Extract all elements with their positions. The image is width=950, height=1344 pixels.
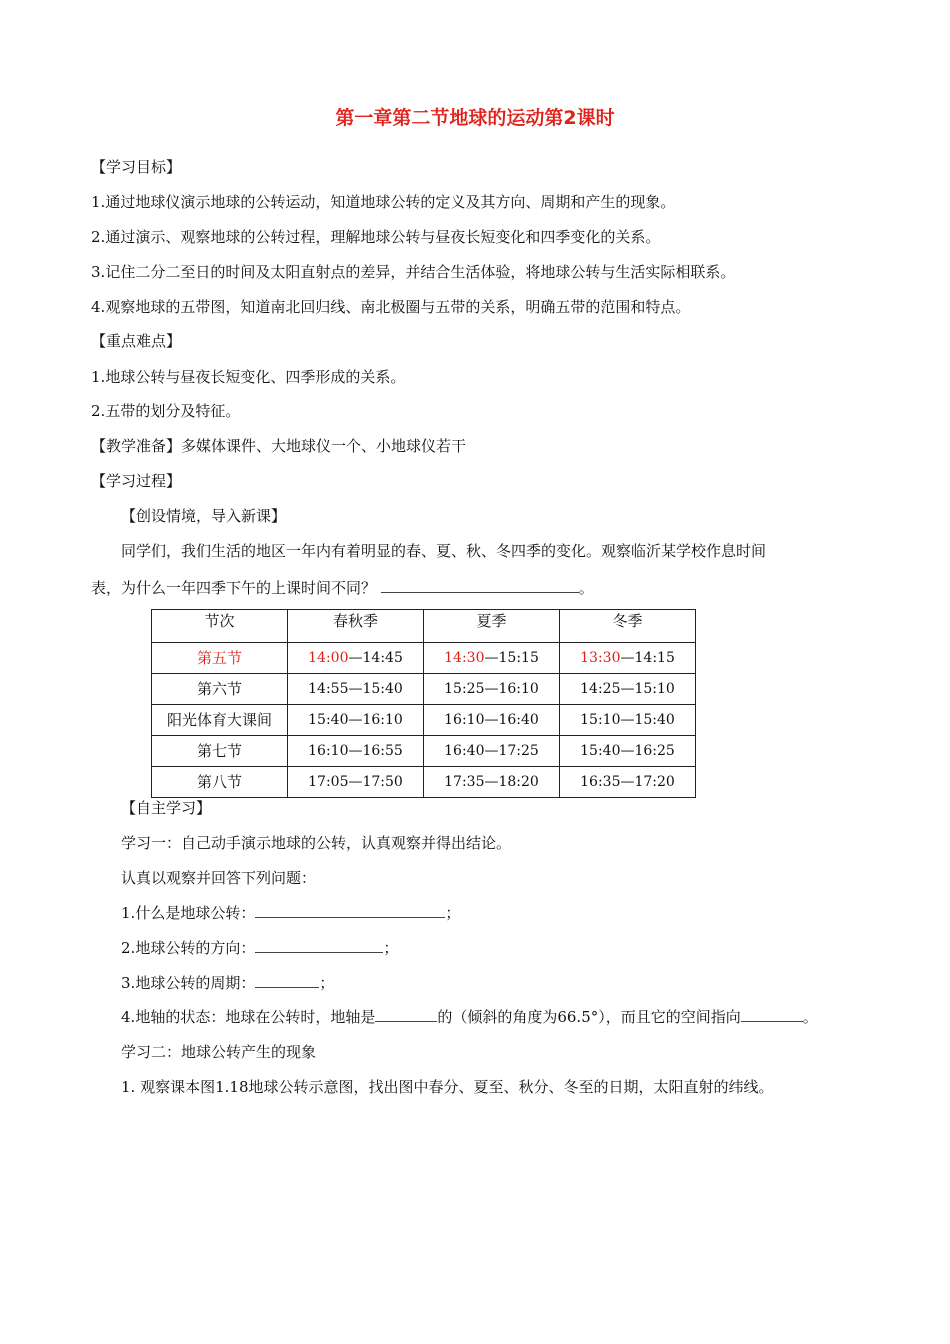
answer-blank[interactable] (375, 1007, 437, 1022)
table-header-row (152, 610, 696, 643)
end-time: —14:45 (348, 650, 403, 666)
table-header-cell: 春秋季 (288, 610, 424, 643)
answer-blank[interactable] (741, 1007, 803, 1022)
objective-text: 通过地球仪演示地球的公转运动，知道地球公转的定义及其方向、周期和产生的现象。 (105, 193, 676, 211)
question-number: 2. (121, 939, 136, 957)
time-cell: 15:10—15:40 (560, 705, 696, 736)
start-time: 14:00 (308, 650, 349, 666)
objective-item (91, 192, 675, 212)
question-text: 观察课本图 (140, 1078, 216, 1096)
intro-question: 表，为什么一年四季下午的上课时间不同？ (91, 579, 377, 597)
question-text: 的（倾斜的角度为 (437, 1008, 558, 1026)
time-cell: 14:55—15:40 (288, 674, 424, 705)
intro-end: 。 (578, 579, 594, 597)
question-number: 1. (121, 1078, 136, 1096)
question-3 (121, 973, 334, 993)
question-text: ），而且它的空间指向 (598, 1008, 741, 1026)
table-row (152, 767, 696, 798)
time-cell: 17:35—18:20 (424, 767, 560, 798)
period-name: 第八节 (152, 767, 288, 798)
process-heading: 【学习过程】 (91, 472, 182, 490)
study-two-text: 学习二：地球公转产生的现象 (121, 1043, 317, 1061)
objectives-heading: 【学习目标】 (91, 158, 182, 176)
objective-number: 2. (91, 228, 106, 246)
page-title: 第一章第二节地球的运动第2课时 (335, 107, 615, 129)
table-row (152, 736, 696, 767)
start-time: 14:30 (444, 650, 485, 666)
key-point-item (91, 401, 240, 421)
intro-paragraph-line2 (91, 578, 594, 598)
objective-item (91, 262, 735, 282)
period-name: 第六节 (152, 674, 288, 705)
question-end: ； (383, 939, 399, 957)
self-study-heading: 【自主学习】 (121, 799, 212, 817)
end-time: —14:15 (620, 650, 675, 666)
question-end: ； (319, 974, 335, 992)
question-number: 3. (121, 974, 136, 992)
question-text: 地球公转的周期： (135, 974, 256, 992)
answer-blank[interactable] (381, 578, 579, 593)
period-name: 阳光体育大课间 (152, 705, 288, 736)
start-time: 13:30 (580, 650, 621, 666)
question-text: 地球公转示意图，找出图中春分、夏至、秋分、冬至的日期，太阳直射的纬线。 (248, 1078, 774, 1096)
tilt-angle: 66.5° (557, 1008, 599, 1026)
time-cell: 14:25—15:10 (560, 674, 696, 705)
key-point-number: 1. (91, 368, 106, 386)
time-cell: 16:10—16:40 (424, 705, 560, 736)
question-1 (121, 903, 460, 923)
answer-blank[interactable] (255, 973, 319, 988)
question-number: 4. (121, 1008, 136, 1026)
key-point-item (91, 367, 405, 387)
intro-paragraph-line1: 同学们，我们生活的地区一年内有着明显的春、夏、秋、冬四季的变化。观察临沂某学校作息时间 (121, 542, 767, 560)
table-header-cell: 节次 (152, 610, 288, 643)
time-cell: 17:05—17:50 (288, 767, 424, 798)
time-cell: 16:35—17:20 (560, 767, 696, 798)
time-cell: 15:40—16:10 (288, 705, 424, 736)
study-prompt: 认真以观察并回答下列问题： (121, 869, 317, 887)
period-name: 第五节 (152, 643, 288, 674)
objective-text: 观察地球的五带图，知道南北回归线、南北极圈与五带的关系，明确五带的范围和特点。 (105, 298, 691, 316)
key-point-text: 地球公转与昼夜长短变化、四季形成的关系。 (105, 368, 406, 386)
objective-text: 记住二分二至日的时间及太阳直射点的差异，并结合生活体验，将地球公转与生活实际相联系。 (105, 263, 736, 281)
objective-text: 通过演示、观察地球的公转过程，理解地球公转与昼夜长短变化和四季变化的关系。 (105, 228, 661, 246)
table-row (152, 643, 696, 674)
table-header-cell: 夏季 (424, 610, 560, 643)
time-cell: 15:40—16:25 (560, 736, 696, 767)
question-number: 1. (121, 904, 136, 922)
objective-number: 3. (91, 263, 106, 281)
table-header-cell: 冬季 (560, 610, 696, 643)
time-cell: 15:25—16:10 (424, 674, 560, 705)
table-row (152, 705, 696, 736)
question-text: 地轴的状态：地球在公转时，地轴是 (135, 1008, 376, 1026)
time-cell (288, 643, 424, 674)
key-point-number: 2. (91, 402, 106, 420)
end-time: —15:15 (484, 650, 539, 666)
time-cell: 16:10—16:55 (288, 736, 424, 767)
question-text: 什么是地球公转： (135, 904, 256, 922)
objective-item (91, 227, 660, 247)
question-4 (121, 1007, 818, 1027)
question-2 (121, 938, 398, 958)
time-cell (560, 643, 696, 674)
study-two-question-1 (121, 1077, 774, 1097)
answer-blank[interactable] (255, 938, 383, 953)
schedule-table (151, 609, 696, 798)
objective-item (91, 297, 690, 317)
objective-number: 1. (91, 193, 106, 211)
question-text: 地球公转的方向： (135, 939, 256, 957)
key-points-heading: 【重点难点】 (91, 332, 182, 350)
table-row (152, 674, 696, 705)
time-cell (424, 643, 560, 674)
figure-number: 1.18 (215, 1078, 249, 1096)
time-cell: 16:40—17:25 (424, 736, 560, 767)
period-name: 第七节 (152, 736, 288, 767)
preparation-line (91, 436, 466, 456)
question-end: ； (445, 904, 461, 922)
objective-number: 4. (91, 298, 106, 316)
preparation-heading: 【教学准备】 (91, 437, 182, 455)
question-end: 。 (802, 1008, 818, 1026)
study-one-text: 学习一：自己动手演示地球的公转，认真观察并得出结论。 (121, 834, 512, 852)
intro-heading: 【创设情境，导入新课】 (121, 507, 287, 525)
preparation-text: 多媒体课件、大地球仪一个、小地球仪若干 (181, 437, 467, 455)
answer-blank[interactable] (255, 903, 445, 918)
key-point-text: 五带的划分及特征。 (105, 402, 241, 420)
